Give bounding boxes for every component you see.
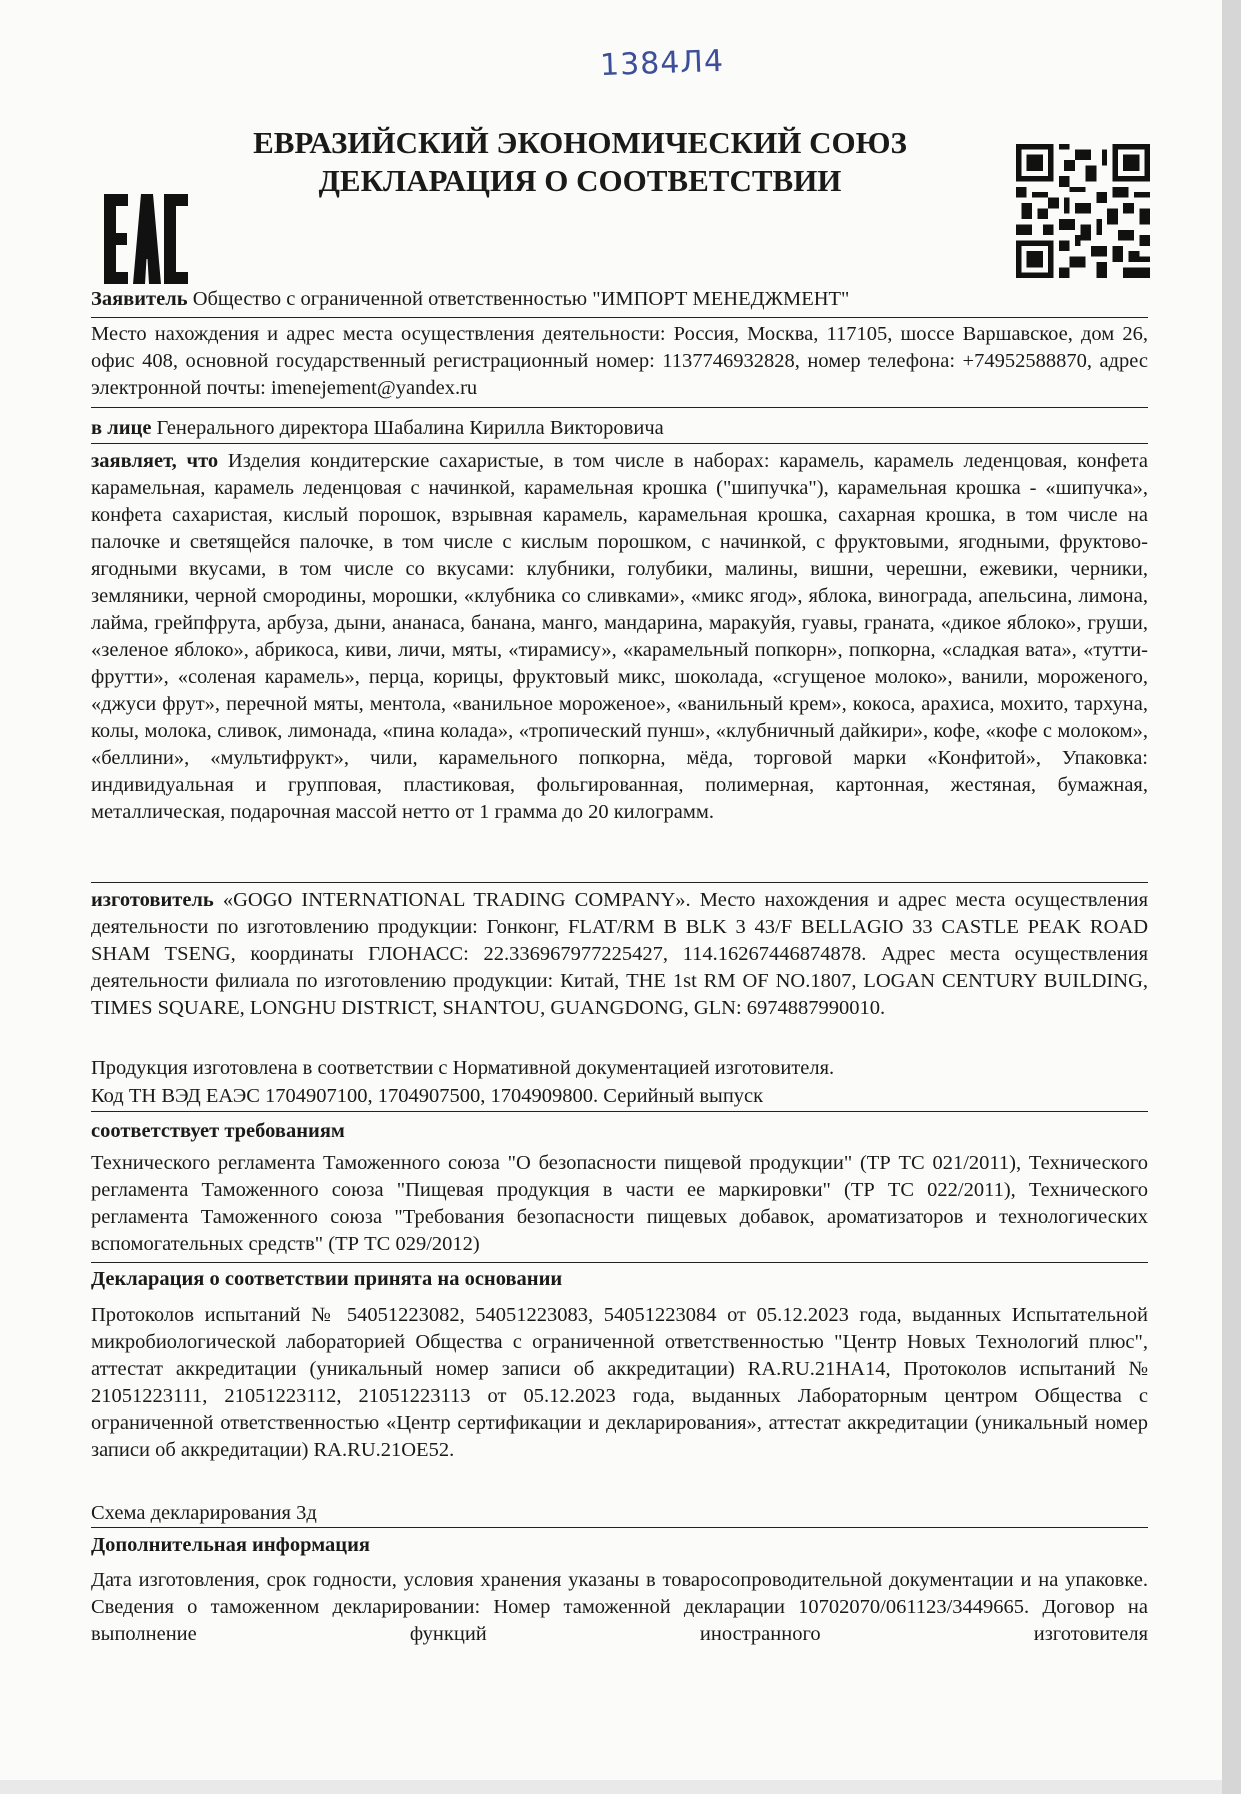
customs-codes: Код ТН ВЭД ЕАЭС 1704907100, 1704907500, 1704909800. Серийный выпуск (91, 1085, 764, 1107)
applicant-label: Заявитель (91, 288, 188, 310)
applicant-address: Место нахождения и адрес места осуществления деятельности: Россия, Москва, 117105, шоссе Варшавское, дом 26, офис 408, основной государственный регистрационный номер: 1137746932828, номер телефона: +74952588870, адрес электронной почты: imenejement@yandex.ru (91, 323, 1148, 399)
scan-edge (1222, 0, 1241, 1794)
product-description: Изделия кондитерские сахаристые, в том числе в наборах: карамель, карамель леденцовая, конфета карамельная, карамель леденцовая с начинкой, карамельная крошка ("шипучка"), карамельная крошка - «шипучка», конфета сахаристая, кислый порошок, взрывная карамель, карамельная крошка, сахарная крошка, в том числе на палочке и светящейся палочке, в том числе с кислым порошком, с начинкой, с фруктовыми, ягодными, фруктово-ягодными вкусами, в том числе со вкусами: клубники, голубики, малины, вишни, черешни, ежевики, черники, земляники, черной смородины, морошки, «клубника со сливками», «микс ягод», яблока, винограда, апельсина, лимона, лайма, грейпфрута, арбуза, дыни, ананаса, банана, манго, мандарина, маракуйя, гуавы, граната, «дикое яблоко», груши, «зеленое яблоко», абрикоса, киви, личи, мяты, «тирамису», «карамельный попкорн», попкорна, «сладкая вата», «тутти-фрутти», «соленая карамель», перца, корицы, фруктовый микс, шоколада, «сгущеное молоко», ванили, мороженого, «джуси фрут», перечной мяты, ментола, «ванильное мороженое», «ванильный крем», кокоса, арахиса, мохито, тархуна, колы, молока, сливок, лимонада, «пина колада», «тропический пунш», «клубничный дайкири», кофе, «кофе с молоком», «беллини», «мультифрукт», чили, карамельного попкорна, мёда, торговой марки «Конфитой», Упаковка: индивидуальная и групповая, пластиковая, фольгированная, полимерная, картонная, жестяная, бумажная, металлическая, подарочная массой нетто от 1 грамма до 20 килограмм. (91, 450, 1148, 823)
applicant-line (91, 286, 1148, 313)
requirements-text: Технического регламента Таможенного союза "О безопасности пищевой продукции" (ТР ТС 021/2011), Технического регламента Таможенного союза "Пищевая продукция в части ее маркировки" (ТР ТС 022/2011), Технического регламента Таможенного союза "Требования безопасности пищевых добавок, ароматизаторов и технологических вспомогательных средств" (ТР ТС 029/2012) (91, 1152, 1148, 1255)
declaration-title: ДЕКЛАРАЦИЯ О СООТВЕТСТВИИ (318, 163, 842, 198)
normative-docs: Продукция изготовлена в соответствии с Нормативной документацией изготовителя. (91, 1057, 835, 1079)
representative-line (91, 415, 1148, 442)
divider (91, 443, 1148, 444)
declares-label: заявляет, что (91, 450, 219, 472)
representative-label: в лице (91, 417, 152, 439)
qr-code-icon (1016, 144, 1150, 278)
divider (91, 317, 1148, 318)
divider (91, 882, 1148, 883)
divider (91, 1527, 1148, 1528)
basis-text: Протоколов испытаний № 54051223082, 54051223083, 54051223084 от 05.12.2023 года, выданных Испытательной микробиологической лабораторией Общества с ограниченной ответственностью "Центр Новых Технологий плюс", аттестат аккредитации (уникальный номер записи об аккредитации) RA.RU.21HA14, Протоколов испытаний № 21051223111, 21051223112, 21051223113 от 05.12.2023 года, выданных Лабораторным центром Общества с ограниченной ответственностью «Центр сертификации и декларирования», аттестат аккредитации (уникальный номер записи об аккредитации) RA.RU.21OE52. (91, 1304, 1148, 1461)
divider (91, 1111, 1148, 1112)
union-title: ЕВРАЗИЙСКИЙ ЭКОНОМИЧЕСКИЙ СОЮЗ (253, 125, 907, 160)
additional-heading: Дополнительная информация (91, 1534, 370, 1556)
manufacturer-label: изготовитель (91, 889, 214, 911)
eac-logo-icon (102, 194, 188, 284)
divider (91, 1262, 1148, 1263)
handwritten-number: 1384Л4 (599, 43, 725, 84)
applicant-value: Общество с ограниченной ответственностью "ИМПОРТ МЕНЕДЖМЕНТ" (187, 288, 850, 310)
representative-value: Генерального директора Шабалина Кирилла Викторовича (151, 417, 664, 439)
basis-heading: Декларация о соответствии принята на основании (91, 1268, 563, 1290)
manufacturer-value: «GOGO INTERNATIONAL TRADING COMPANY». Место нахождения и адрес места осуществления деятельности по изготовлению продукции: Гонконг, FLAT/RM B BLK 3 43/F BELLAGIO 33 CASTLE PEAK ROAD SHAM TSENG, координаты ГЛОНАСС: 22.336967977225427, 114.16267446874878. Адрес места осуществления деятельности филиала по изготовлению продукции: Китай, THE 1st RM OF NO.1807, LOGAN CENTURY BUILDING, TIMES SQUARE, LONGHU DISTRICT, SHANTOU, GUANGDONG, GLN: 6974887990010. (91, 889, 1148, 1019)
divider (91, 407, 1148, 408)
declaration-scheme: Схема декларирования 3д (91, 1502, 317, 1524)
manufacturer-block (91, 887, 1148, 1022)
requirements-heading: соответствует требованиям (91, 1120, 345, 1142)
additional-text: Дата изготовления, срок годности, условия хранения указаны в товаросопроводительной документации и на упаковке. Сведения о таможенном декларировании: Номер таможенной декларации 10702070/061123/3449665. Договор на выполнение функций иностранного изготовителя (91, 1569, 1148, 1645)
declaration-statement (91, 448, 1148, 826)
